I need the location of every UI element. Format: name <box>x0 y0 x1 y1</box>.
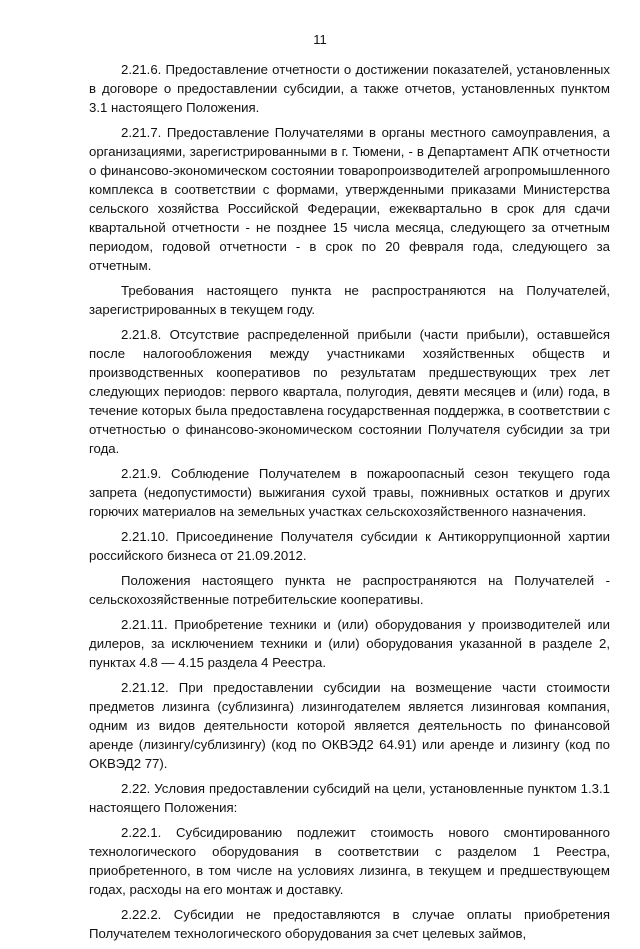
paragraph-2-21-12: 2.21.12. При предоставлении субсидии на возмещение части стоимости предметов лизинга (сублизинга) лизингодателем является лизинговая компания, одним из видов деятельности которой является деятельность по финансовой аренде (лизингу/сублизингу) (код по ОКВЭД2 64.91) или аренде и лизингу (код по ОКВЭД2 77). <box>89 680 610 771</box>
paragraph-2-21-11: 2.21.11. Приобретение техники и (или) оборудования у производителей или дилеров, за исключением техники и (или) оборудования указанной в разделе 2, пунктах 4.8 — 4.15 раздела 4 Реестра. <box>89 617 610 670</box>
paragraph-2-21-9: 2.21.9. Соблюдение Получателем в пожароопасный сезон текущего года запрета (недопустимости) выжигания сухой травы, пожнивных остатков и других горючих материалов на земельных участках сельскохозяйственного назначения. <box>89 466 610 519</box>
paragraph-2-21-8: 2.21.8. Отсутствие распределенной прибыли (части прибыли), оставшейся после налогообложения между участниками хозяйственных обществ и производственных кооперативов по результатам предшествующих трех лет следующих периодов: первого квартала, полугодия, девяти месяцев и (или) года, в течение которых была предоставлена государственная поддержка, в соответствии с отчетностью о финансово-экономическом состоянии Получателя субсидии за три года. <box>89 327 610 456</box>
paragraph-2-22: 2.22. Условия предоставлении субсидий на цели, установленные пунктом 1.3.1 настоящего Положения: <box>89 781 610 815</box>
paragraph-2-22-2: 2.22.2. Субсидии не предоставляются в случае оплаты приобретения Получателем технологического оборудования за счет целевых займов, <box>89 907 610 941</box>
paragraph-2-21-10-note: Положения настоящего пункта не распространяются на Получателей - сельскохозяйственные потребительские кооперативы. <box>89 573 610 607</box>
page-number: 11 <box>313 32 327 47</box>
paragraph-2-21-6: 2.21.6. Предоставление отчетности о достижении показателей, установленных в договоре о предоставлении субсидии, а также отчетов, установленных пунктом 3.1 настоящего Положения. <box>89 62 610 115</box>
paragraph-2-21-7-note: Требования настоящего пункта не распространяются на Получателей, зарегистрированных в текущем году. <box>89 283 610 317</box>
paragraph-2-21-7: 2.21.7. Предоставление Получателями в органы местного самоуправления, а организациями, зарегистрированными в г. Тюмени, - в Департамент АПК отчетности о финансово-экономическом состоянии товаропроизводителей агропромышленного комплекса в соответствии с формами, утвержденными приказами Министерства сельского хозяйства Российской Федерации, ежеквартально в срок для сдачи квартальной отчетности - не позднее 15 числа месяца, следующего за отчетным периодом, годовой отчетности - в срок по 20 февраля года, следующего за отчетным. <box>89 125 610 273</box>
document-body <box>89 60 610 949</box>
paragraph-2-22-1: 2.22.1. Субсидированию подлежит стоимость нового смонтированного технологического оборудования в соответствии с разделом 1 Реестра, приобретенного, в том числе на условиях лизинга, в текущем и предшествующем годах, расходы на его монтаж и доставку. <box>89 825 610 897</box>
paragraph-2-21-10: 2.21.10. Присоединение Получателя субсидии к Антикоррупционной хартии российского бизнеса от 21.09.2012. <box>89 529 610 563</box>
